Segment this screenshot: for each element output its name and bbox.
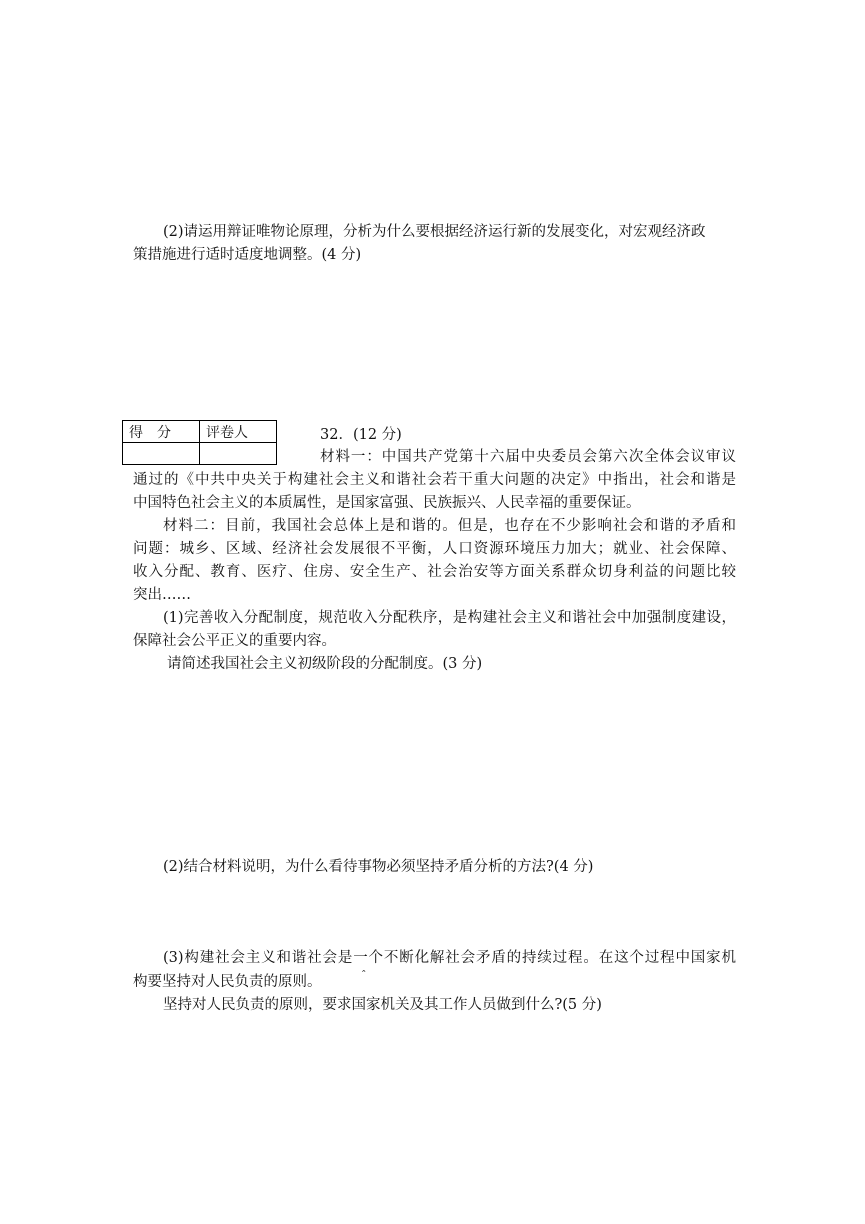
material-2-line: 材料二：目前，我国社会总体上是和谐的。但是，也存在不少影响社会和谐的矛盾和 (163, 518, 736, 534)
grader-header: 评卷人 (200, 421, 277, 443)
score-header: 得 分 (123, 421, 200, 443)
part-3-line: 构要坚持对人民负责的原则。 (133, 974, 322, 990)
text-line: 策措施进行适时适度地调整。(4 分) (133, 247, 362, 263)
part-3-line: (3)构建社会主义和谐社会是一个不断化解社会矛盾的持续过程。在这个过程中国家机 (163, 950, 736, 966)
part-3-line: 坚持对人民负责的原则，要求国家机关及其工作人员做到什么?(5 分) (163, 997, 602, 1013)
part-2-line: (2)结合材料说明，为什么看待事物必须坚持矛盾分析的方法?(4 分) (163, 859, 594, 875)
question-header: 32．(12 分) (320, 427, 402, 443)
material-1-line: 材料一：中国共产党第十六届中央委员会第六次全体会议审议 (320, 449, 736, 465)
material-2-line: 问题：城乡、区域、经济社会发展很不平衡，人口资源环境压力加大；就业、社会保障、 (133, 541, 736, 557)
text-line: (2)请运用辩证唯物论原理，分析为什么要根据经济运行新的发展变化，对宏观经济政 (163, 224, 706, 240)
part-1-line: (1)完善收入分配制度，规范收入分配秩序，是构建社会主义和谐社会中加强制度建设， (163, 610, 736, 626)
material-2-line: 收入分配、教育、医疗、住房、安全生产、社会治安等方面关系群众切身利益的问题比较 (133, 564, 736, 580)
part-1-line: 请简述我国社会主义初级阶段的分配制度。(3 分) (167, 656, 483, 672)
material-1-line: 中国特色社会主义的本质属性，是国家富强、民族振兴、人民幸福的重要保证。 (133, 495, 641, 511)
score-cell (123, 443, 200, 465)
caret-mark: ˆ (361, 969, 367, 982)
grader-cell (200, 443, 277, 465)
part-1-line: 保障社会公平正义的重要内容。 (133, 633, 336, 649)
material-1-line: 通过的《中共中央关于构建社会主义和谐社会若干重大问题的决定》中指出，社会和谐是 (133, 472, 736, 488)
score-table (122, 420, 277, 465)
material-2-line: 突出…… (133, 587, 191, 603)
